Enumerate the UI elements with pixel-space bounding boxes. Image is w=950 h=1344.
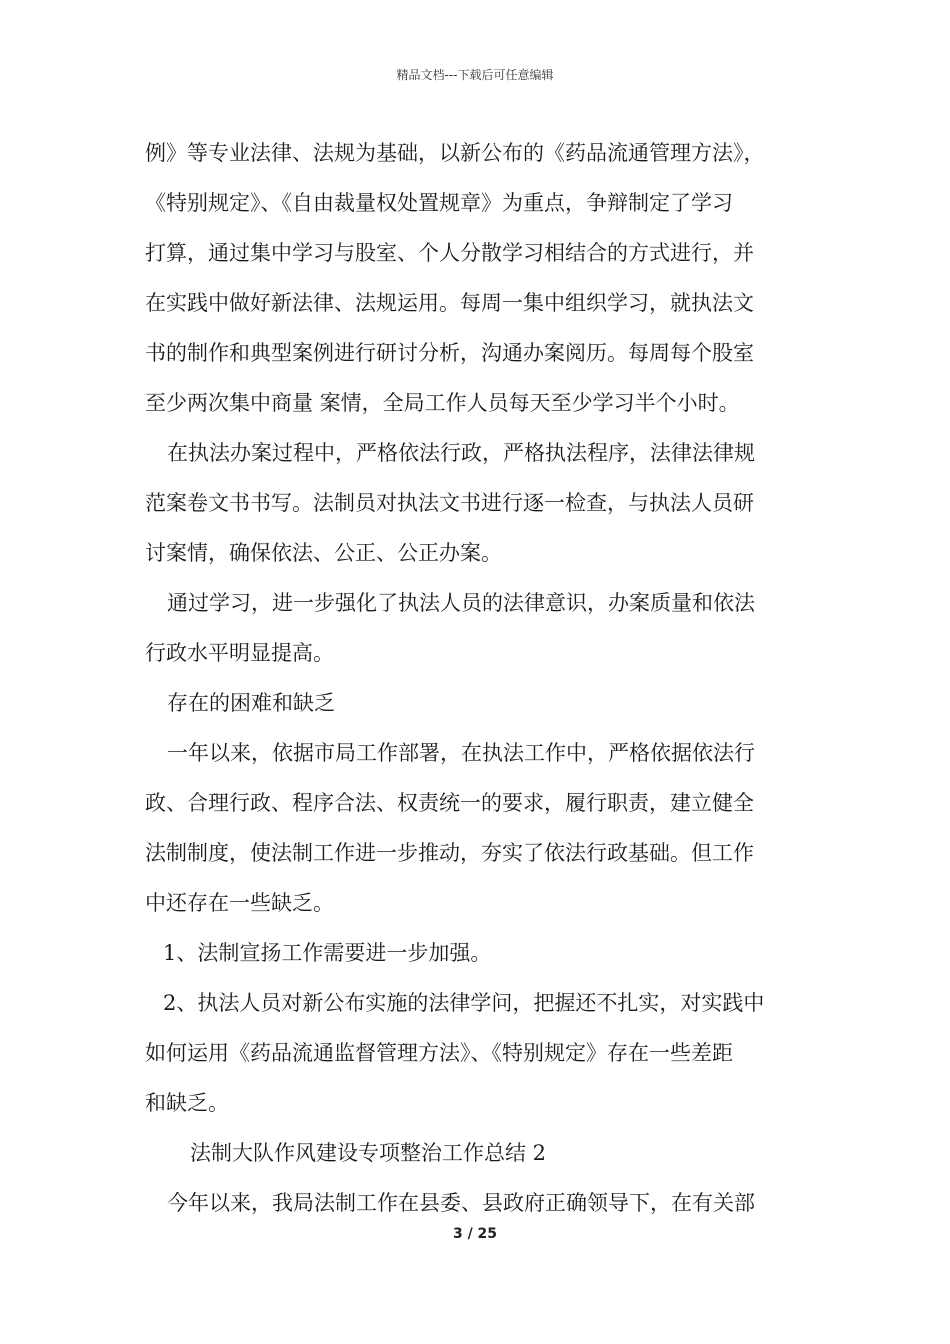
text-line: 2、执法人员对新公布实施的法律学问，把握还不扎实，对实践中 [163, 991, 765, 1015]
text-line: 例》等专业法律、法规为基础，以新公布的《药品流通管理方法》， [145, 141, 765, 165]
text-line: 行政水平明显提高。 [145, 641, 334, 665]
document-body [145, 128, 815, 1228]
text-line: 一年以来，依据市局工作部署，在执法工作中，严格依据依法行 [167, 741, 755, 765]
text-line: 存在的困难和缺乏 [167, 691, 335, 715]
text-line: 在执法办案过程中，严格依法行政，严格执法程序，法律法律规 [167, 441, 755, 465]
text-line: 范案卷文书书写。法制员对执法文书进行逐一检查，与执法人员研 [145, 491, 754, 515]
text-line: 至少两次集中商量 案情，全局工作人员每天至少学习半个小时。 [145, 391, 740, 415]
text-line: 在实践中做好新法律、法规运用。每周一集中组织学习，就执法文 [145, 291, 754, 315]
text-line: 1、法制宣扬工作需要进一步加强。 [163, 941, 492, 965]
text-line: 中还存在一些缺乏。 [145, 891, 334, 915]
text-line: 通过学习，进一步强化了执法人员的法律意识，办案质量和依法 [167, 591, 755, 615]
text-line: 讨案情，确保依法、公正、公正办案。 [145, 541, 502, 565]
text-line: 和缺乏。 [145, 1091, 229, 1115]
text-line: 法制制度，使法制工作进一步推动，夯实了依法行政基础。但工作 [145, 841, 754, 865]
text-line: 政、合理行政、程序合法、权责统一的要求，履行职责，建立健全 [145, 791, 754, 815]
text-line: 书的制作和典型案例进行研讨分析，沟通办案阅历。每周每个股室 [145, 341, 754, 365]
text-line: 法制大队作风建设专项整治工作总结 2 [190, 1141, 547, 1165]
text-line: 今年以来，我局法制工作在县委、县政府正确领导下，在有关部 [167, 1191, 755, 1215]
text-line: 《特别规定》、《自由裁量权处置规章》为重点，争辩制定了学习 [145, 191, 733, 215]
page-number: 3 / 25 [452, 1226, 498, 1242]
text-line: 如何运用《药品流通监督管理方法》、《特别规定》存在一些差距 [145, 1041, 733, 1065]
text-line: 打算，通过集中学习与股室、个人分散学习相结合的方式进行，并 [145, 241, 754, 265]
page-header: 精品文档---下载后可任意编辑 [396, 68, 554, 82]
